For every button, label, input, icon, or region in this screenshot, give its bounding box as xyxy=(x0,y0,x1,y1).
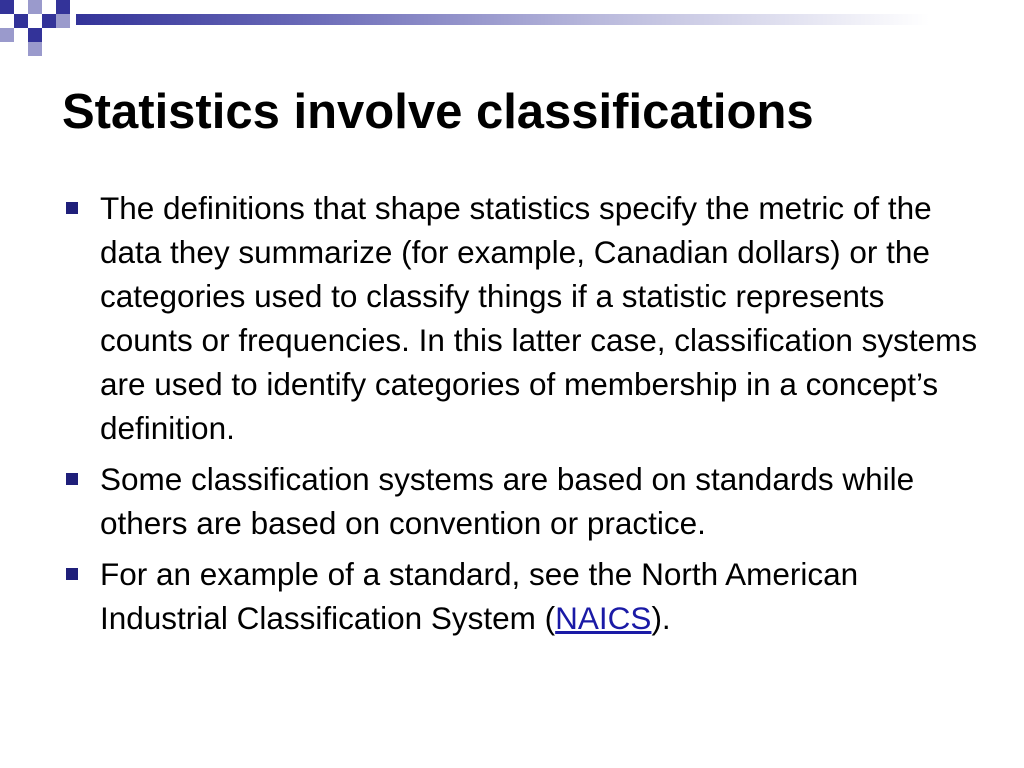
bullet-item-standards xyxy=(62,457,982,545)
bullet-text-after-link: ). xyxy=(651,600,671,636)
square-bullet-icon xyxy=(66,568,78,580)
bullet-item-definitions xyxy=(62,186,982,450)
header-gradient-bar xyxy=(76,14,1024,25)
square-bullet-icon xyxy=(66,202,78,214)
bullet-text: Some classification systems are based on standards while others are based on convention or practice. xyxy=(100,461,915,541)
slide-title: Statistics involve classifications xyxy=(62,85,814,139)
naics-link[interactable]: NAICS xyxy=(555,600,652,636)
bullet-list xyxy=(62,186,982,647)
header-decoration xyxy=(0,0,1024,48)
square-bullet-icon xyxy=(66,473,78,485)
bullet-text: The definitions that shape statistics specify the metric of the data they summarize (for example, Canadian dollars) or the categories used to classify things if a statistic represents counts or frequencies. In this latter case, classification systems are used to identify categories of membership in a concept’s definition. xyxy=(100,190,978,446)
bullet-item-naics-example xyxy=(62,552,982,640)
bullet-text-before-link: For an example of a standard, see the North American Industrial Classification System ( xyxy=(100,556,859,636)
